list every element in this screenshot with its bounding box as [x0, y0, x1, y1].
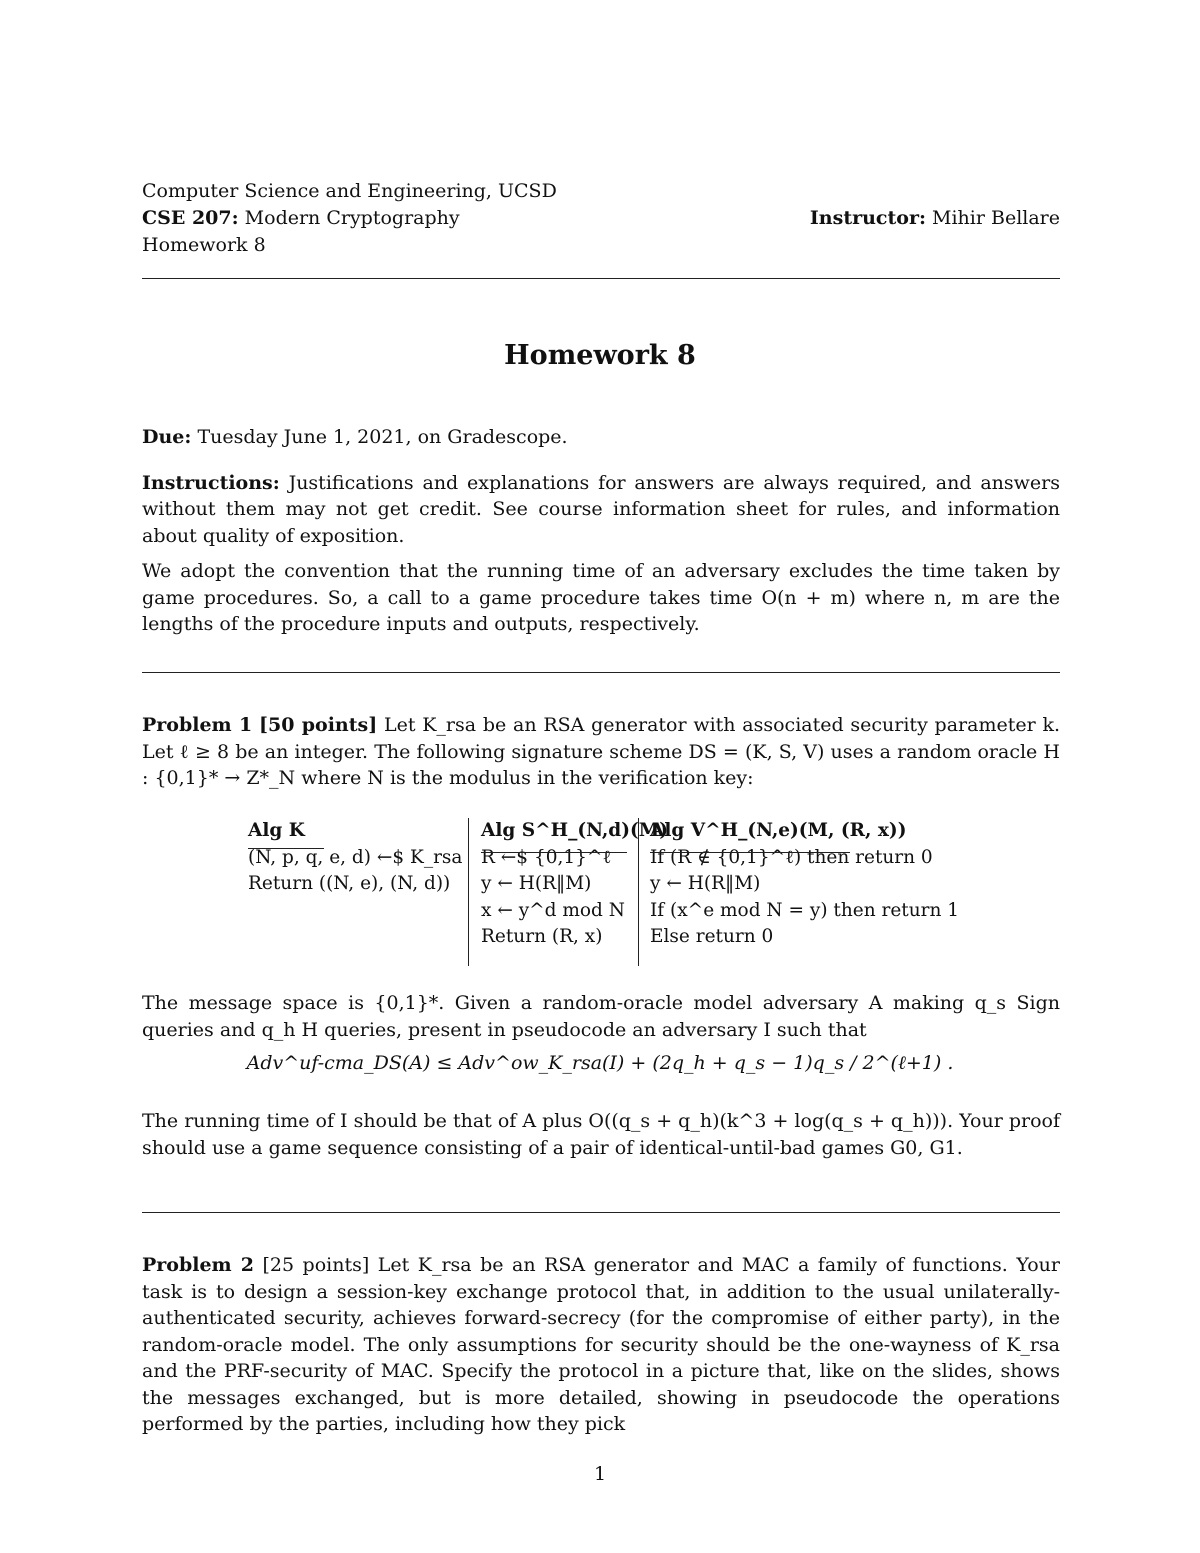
alg-k-line: (N, p, q, e, d) ←$ K_rsa [248, 846, 463, 868]
course-line [142, 205, 460, 232]
problem-1-intro-text: Let K_rsa be an RSA generator with associated security parameter k. Let ℓ ≥ 8 be an integer. The following signature scheme DS = (K, S, V) uses a random oracle H : {0,1}* → Z*_N where N is the modulus in the verification key: [142, 714, 1060, 789]
alg-s-line: x ← y^d mod N [481, 899, 625, 921]
problem-1-body: The message space is {0,1}*. Given a random-oracle model adversary A making q_s Sign queries and q_h H queries, present in pseudocode an adversary I such that [142, 992, 1060, 1041]
alg-separator-2 [638, 818, 639, 966]
advantage-equation: Adv^uf-cma_DS(A) ≤ Adv^ow_K_rsa(I) + (2q_h + q_s − 1)q_s / 2^(ℓ+1) . [246, 1052, 954, 1074]
alg-k-underline [248, 848, 324, 849]
instructor-name: Mihir Bellare [932, 207, 1060, 229]
alg-s-header: Alg S^H_(N,d)(M) [481, 820, 668, 841]
problem-1-statement [142, 712, 1060, 792]
instructor-line [810, 205, 1060, 232]
problem-1-label: Problem 1 [142, 714, 253, 736]
alg-k-column [248, 818, 462, 898]
convention-paragraph: We adopt the convention that the running time of an adversary excludes the time taken by game procedures. So, a call to a game procedure takes time O(n + m) where n, m are the lengths of the procedure inputs and outputs, respectively. [142, 560, 1060, 635]
due-label: Due: [142, 426, 192, 448]
problem-2-label: Problem 2 [142, 1254, 254, 1276]
alg-s-line: R ←$ {0,1}^ℓ [481, 846, 612, 868]
problem-2-statement [142, 1252, 1060, 1438]
problem-2-points: [25 points] [262, 1254, 370, 1276]
alg-v-column [650, 818, 959, 951]
instructions-text: Justifications and explanations for answers are always required, and answers without them may not get credit. See course information sheet for rules, and information about quality of exposition. [142, 471, 1060, 547]
instructions-label: Instructions: [142, 471, 280, 494]
alg-v-line: y ← H(R‖M) [650, 873, 761, 894]
instructor-label: Instructor: [809, 207, 926, 229]
intro-section [142, 424, 1060, 647]
problem-1-intro [142, 712, 1060, 801]
homework-label: Homework 8 [142, 234, 266, 256]
alg-v-line: If (R ∉ {0,1}^ℓ) then return 0 [650, 846, 933, 868]
page-number: 1 [593, 1463, 607, 1485]
due-text: Tuesday June 1, 2021, on Gradescope. [197, 426, 568, 448]
alg-v-header: Alg V^H_(N,e)(M, (R, x)) [650, 820, 907, 841]
due-line [142, 424, 1060, 451]
problem-1-points: [50 points] [258, 714, 378, 736]
alg-k-line: Return ((N, e), (N, d)) [248, 873, 451, 894]
alg-v-line: Else return 0 [650, 926, 774, 947]
course-name: Modern Cryptography [244, 207, 460, 229]
alg-s-line: Return (R, x) [481, 926, 603, 947]
alg-s-line: y ← H(R‖M) [481, 873, 592, 894]
page-title: Homework 8 [504, 340, 696, 371]
course-code: CSE 207: [142, 207, 239, 229]
alg-s-column [481, 818, 668, 951]
section-divider-1 [142, 672, 1060, 673]
section-divider-2 [142, 1212, 1060, 1213]
instructions-paragraph [142, 470, 1060, 550]
header-divider [142, 278, 1060, 279]
alg-k-header: Alg K [248, 820, 305, 841]
alg-separator-1 [468, 818, 469, 966]
problem-1-closing: The running time of I should be that of A plus O((q_s + q_h)(k^3 + log(q_s + q_h))). Your proof should use a game sequence consisting of a pair of identical-until-bad games G0, G1. [142, 1110, 1060, 1159]
problem-2-text: Let K_rsa be an RSA generator and MAC a family of functions. Your task is to design a session-key exchange protocol that, in addition to the usual unilaterally-authenticated security, achieves forward-secrecy (for the compromise of either party), in the random-oracle model. The only assumptions for security should be the one-wayness of K_rsa and the PRF-security of MAC. Specify the protocol in a picture that, like on the slides, shows the messages exchanged, but is more detailed, showing in pseudocode the operations performed by the parties, including how they pick [142, 1254, 1060, 1435]
alg-v-underline [650, 852, 850, 853]
alg-v-line: If (x^e mod N = y) then return 1 [650, 899, 960, 921]
department-line: Computer Science and Engineering, UCSD [142, 180, 557, 202]
alg-s-underline [481, 852, 627, 853]
